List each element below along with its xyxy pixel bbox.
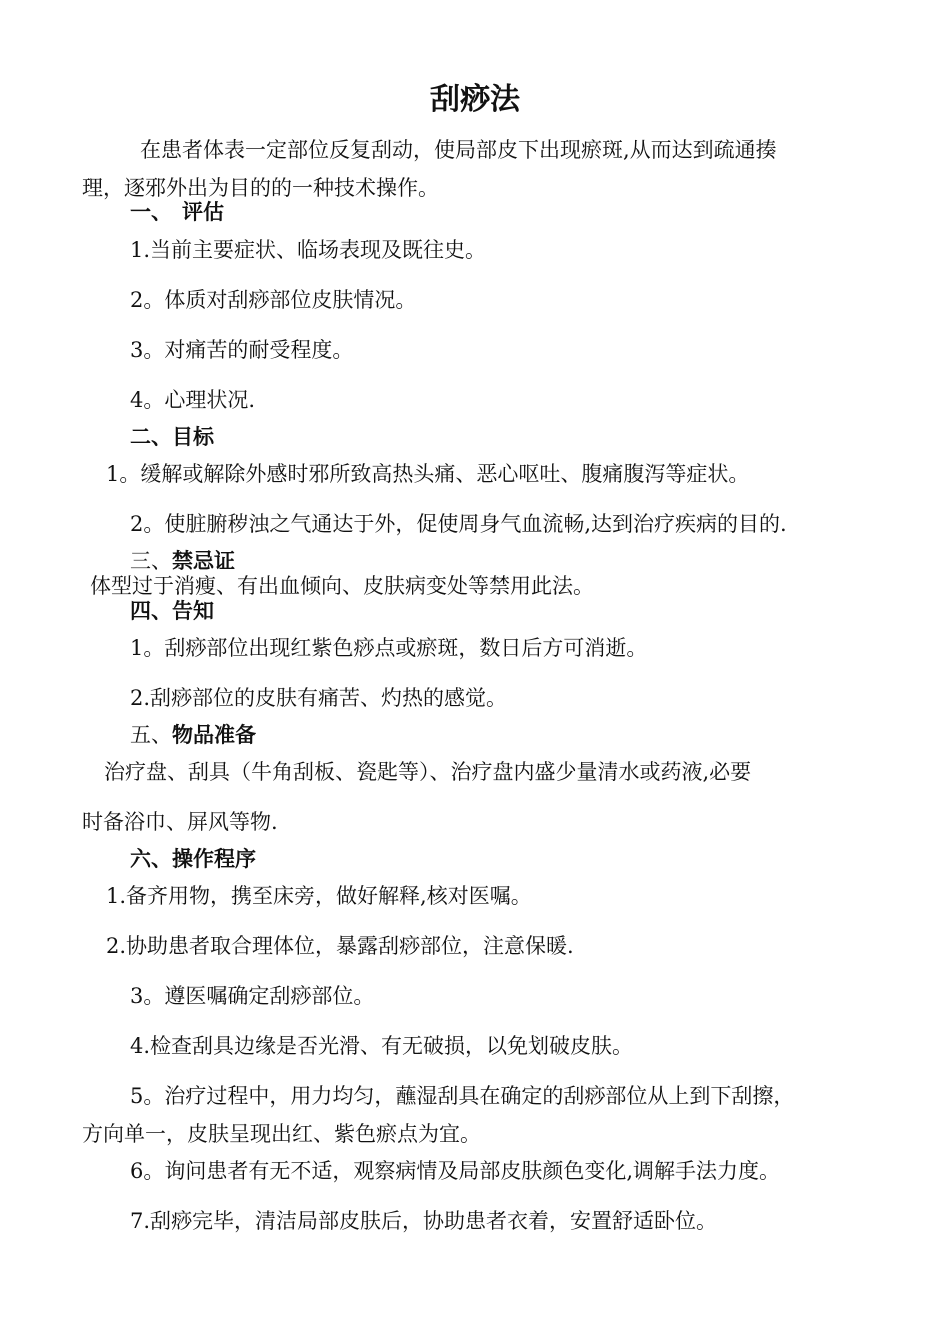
assessment-item-4: 4。心理状况. [130,388,256,412]
procedure-item-4: 4.检查刮具边缘是否光滑、有无破损，以免划破皮肤。 [130,1034,634,1058]
section-heading-assessment [130,198,224,226]
section-number: 三、 [130,549,172,573]
section-number: 六、 [130,847,172,871]
section-name: 告知 [172,599,214,623]
section-heading-supplies [130,721,256,749]
procedure-item-2: 2.协助患者取合理体位，暴露刮痧部位，注意保暖. [106,934,574,958]
section-heading-notification [130,597,214,625]
section-name: 物品准备 [172,723,256,747]
supplies-line-2: 时备浴巾、屏风等物. [82,810,278,834]
assessment-item-1: 1.当前主要症状、临场表现及既往史。 [130,238,487,262]
intro-line-1: 在患者体表一定部位反复刮动，使局部皮下出现瘀斑,从而达到疏通揍 [140,138,777,162]
section-name: 目标 [172,425,214,449]
intro-line-2: 理，逐邪外出为目的的一种技术操作。 [82,176,439,200]
goals-item-1: 1。缓解或解除外感时邪所致高热头痛、恶心呕吐、腹痛腹泻等症状。 [106,462,750,486]
section-number: 一、 [130,200,172,224]
procedure-item-6: 6。询问患者有无不适，观察病情及局部皮肤颜色变化,调解手法力度。 [130,1159,781,1183]
procedure-item-7: 7.刮痧完毕，清洁局部皮肤后，协助患者衣着，安置舒适卧位。 [130,1209,718,1233]
section-heading-goals [130,423,214,451]
notification-item-2: 2.刮痧部位的皮肤有痛苦、灼热的感觉。 [130,686,508,710]
supplies-line-1: 治疗盘、刮具（牛角刮板、瓷匙等）、治疗盘内盛少量清水或药液,必要 [104,760,752,784]
section-name: 操作程序 [172,847,256,871]
section-number: 五、 [130,723,172,747]
assessment-item-2: 2。体质对刮痧部位皮肤情况。 [130,288,417,312]
assessment-item-3: 3。对痛苦的耐受程度。 [130,338,354,362]
document-title: 刮痧法 [430,82,520,117]
procedure-item-3: 3。遵医嘱确定刮痧部位。 [130,984,375,1008]
section-number: 四、 [130,599,172,623]
section-name: 评估 [182,200,224,224]
procedure-item-5: 5。治疗过程中，用力均匀，蘸湿刮具在确定的刮痧部位从上到下刮擦， [130,1084,795,1108]
contraindications-text: 体型过于消瘦、有出血倾向、皮肤病变处等禁用此法。 [90,574,594,598]
section-heading-contraindications [130,547,235,575]
notification-item-1: 1。刮痧部位出现红紫色痧点或瘀斑，数日后方可消逝。 [130,636,648,660]
goals-item-2: 2。使脏腑秽浊之气通达于外，促使周身气血流畅,达到治疗疾病的目的. [130,512,787,536]
section-heading-procedure [130,845,256,873]
procedure-item-5-continued: 方向单一，皮肤呈现出红、紫色瘀点为宜。 [82,1122,481,1146]
procedure-item-1: 1.备齐用物，携至床旁，做好解释,核对医嘱。 [106,884,532,908]
section-number: 二、 [130,425,172,449]
section-name: 禁忌证 [172,549,235,573]
